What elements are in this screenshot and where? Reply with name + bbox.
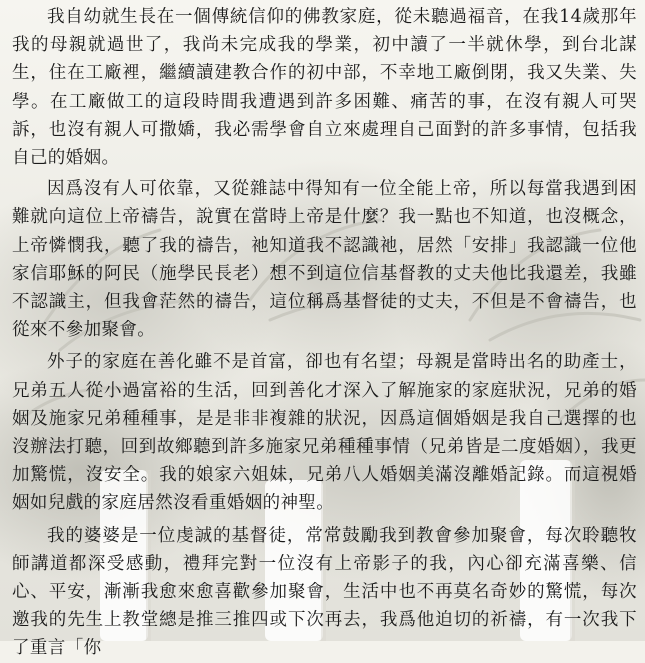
paragraph-3: 外子的家庭在善化雖不是首富，卻也有名望；母親是當時出名的助產士，兄弟五人從小過富裕的生活，回到善化才深入了解施家的家庭狀況，兄弟的婚姻及施家兄弟種種事，是是非非複雜的狀況，因爲這個婚姻是我自己選擇的也沒辦法打聽，回到故鄉聽到許多施家兄弟種種事情（兄弟皆是二度婚姻），我更加驚慌，沒安全。我的娘家六姐妹，兄弟八人婚姻美滿沒離婚記錄。而這視婚姻如兒戲的家庭居然沒看重婚姻的神聖。: [12, 352, 637, 514]
paragraph-4: 我的婆婆是一位虔誠的基督徒，常常鼓勵我到教會參加聚會，每次聆聽牧師講道都深受感動，禮拜完對一位沒有上帝影子的我，內心卻充滿喜樂、信心、平安，漸漸我愈來愈喜歡參加聚會，生活中也不再莫名奇妙的驚慌，每次邀我的先生上教堂總是推三推四或下次再去，我爲他迫切的祈禱，有一次我下了重言「你: [12, 525, 637, 659]
paragraph-2: 因爲沒有人可依靠，又從雜誌中得知有一位全能上帝，所以每當我遇到困難就向這位上帝禱告，說實在當時上帝是什麼？我一點也不知道，也沒概念，上帝憐憫我，聽了我的禱告，祂知道我不認識祂，居然「安排」我認識一位他家信耶穌的阿民（施學民長老）想不到這位信基督教的丈夫他比我還差，我雖不認識主，但我會茫然的禱告，這位稱爲基督徒的丈夫，不但是不會禱告，也從來不參加聚會。: [12, 179, 637, 341]
document-body: [12, 0, 637, 663]
paragraph-1: 我自幼就生長在一個傳統信仰的佛教家庭，從未聽過福音，在我14歲那年我的母親就過世了，我尚未完成我的學業，初中讀了一半就休學，到台北謀生，住在工廠裡，繼續讀建教合作的初中部，不幸地工廠倒閉，我又失業、失學。在工廠做工的這段時間我遭遇到許多困難、痛苦的事，在沒有親人可哭訴，也沒有親人可撒嬌，我必需學會自立來處理自己面對的許多事情，包括我自己的婚姻。: [12, 7, 637, 169]
